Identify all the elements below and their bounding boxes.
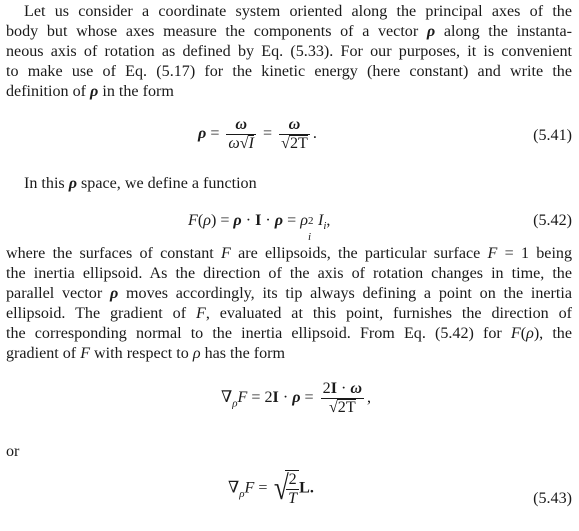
text-line: neous axis of rotation as defined by Eq. (5.33). For our purposes, it is convenient	[6, 43, 572, 60]
equation-5-41: ρ = $\frac{\omega}{\omega√I}$ = $\frac{\omega}{√2T}$ .	[198, 116, 317, 152]
equation-gradient: $\nabla_\rho F = 2I \cdot \rho$ = $\frac{2I \cdot \omega}{√2T}$ ,	[221, 380, 372, 416]
equation-number: (5.43)	[533, 490, 572, 507]
equation-number: (5.42)	[533, 212, 572, 229]
equation-5-43: $\nabla_\rho F$ = √ $\frac{2}{T}$ L.	[228, 470, 314, 507]
text-line: definition of ρ in the form	[6, 83, 174, 100]
equation-5-42: F(ρ) = ρ · I · ρ = ρ 2 i $I_i$,	[188, 212, 331, 243]
text-line: gradient of F with respect to ρ has the form	[6, 345, 286, 362]
text-line: ellipsoid. The gradient of F, evaluated at this point, furnishes the direction of	[6, 305, 573, 322]
text-line: Let us consider a coordinate system oriented along the principal axes of the	[24, 3, 572, 20]
text-line: In this ρ space, we define a function	[24, 175, 257, 192]
text-line: to make use of Eq. (5.17) for the kinetic energy (here constant) and write the	[6, 63, 572, 80]
text-line: where the surfaces of constant F are ellipsoids, the particular surface F = 1 being	[6, 245, 573, 262]
text-or: or	[6, 443, 20, 460]
text-line: parallel vector ρ moves accordingly, its tip always defining a point on the inertia	[6, 285, 572, 302]
text-line: the inertia ellipsoid. As the direction of the axis of rotation changes in time, the	[6, 265, 572, 282]
text-line: body but whose axes measure the components of a vector ρ along the instanta-	[6, 23, 573, 40]
text-line: the corresponding normal to the inertia ellipsoid. From Eq. (5.42) for F(ρ), the	[6, 325, 572, 342]
equation-number: (5.41)	[533, 127, 572, 144]
